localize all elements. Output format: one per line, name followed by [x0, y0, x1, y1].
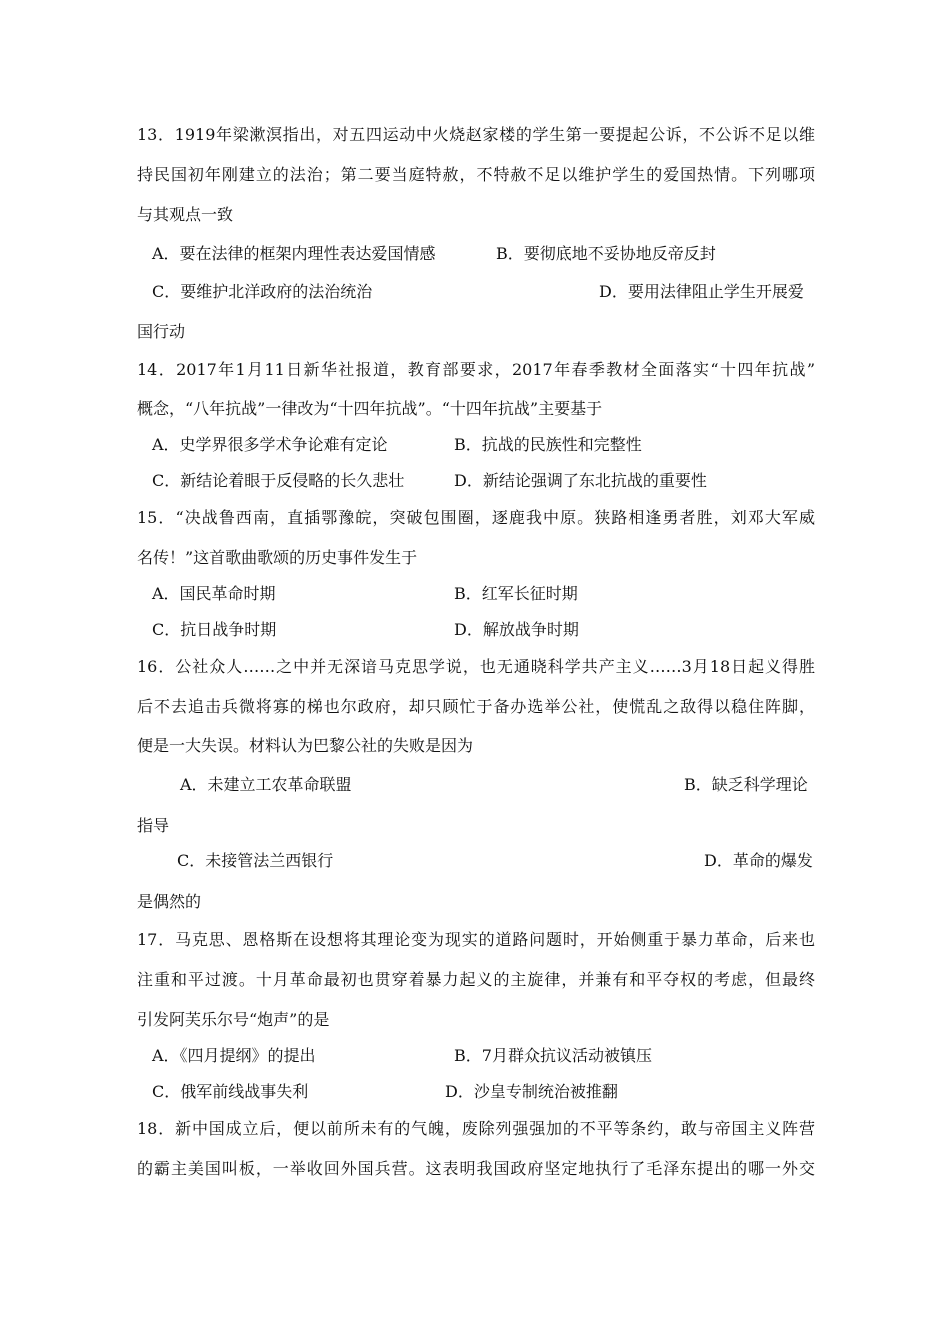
- q17-option-d: D．沙皇专制统治被推翻: [445, 1082, 618, 1101]
- q17-stem-line-1: 17．马克思、恩格斯在设想将其理论变为现实的道路问题时，开始侧重于暴力革命，后来也: [137, 930, 815, 949]
- q13-option-c: C．要维护北洋政府的法治统治: [152, 282, 373, 301]
- q17-option-b: B．7月群众抗议活动被镇压: [454, 1046, 652, 1065]
- q15-option-c: C．抗日战争时期: [152, 620, 277, 639]
- q17-stem-line-3: 引发阿芙乐尔号“炮声”的是: [137, 1010, 330, 1029]
- q13-option-d-continued: 国行动: [137, 322, 186, 341]
- q15-option-d: D．解放战争时期: [454, 620, 579, 639]
- q17-stem-line-2: 注重和平过渡。十月革命最初也贯穿着暴力起义的主旋律，并兼有和平夺权的考虑，但最终: [137, 970, 815, 989]
- q16-option-d-continued: 是偶然的: [137, 892, 202, 911]
- q13-stem-line-1: 13．1919年梁漱溟指出，对五四运动中火烧赵家楼的学生第一要提起公诉，不公诉不足以维: [137, 125, 815, 144]
- q14-option-a: A．史学界很多学术争论难有定论: [152, 435, 388, 454]
- q15-option-a: A．国民革命时期: [152, 584, 276, 603]
- q15-stem-line-1: 15．“决战鲁西南，直插鄂豫皖，突破包围圈，逐鹿我中原。狭路相逢勇者胜，刘邓大军威: [137, 508, 815, 527]
- q16-option-c: C．未接管法兰西银行: [177, 851, 334, 870]
- q14-option-b: B．抗战的民族性和完整性: [454, 435, 642, 454]
- q18-stem-line-1: 18．新中国成立后，便以前所未有的气魄，废除列强强加的不平等条约，敢与帝国主义阵营: [137, 1119, 815, 1138]
- q17-option-c: C．俄军前线战事失利: [152, 1082, 309, 1101]
- q13-option-d: D．要用法律阻止学生开展爱: [599, 282, 804, 301]
- q13-option-b: B．要彻底地不妥协地反帝反封: [496, 244, 716, 263]
- q14-stem-line-1: 14．2017年1月11日新华社报道，教育部要求，2017年春季教材全面落实“十四年抗战”: [137, 360, 815, 379]
- q16-option-b-continued: 指导: [137, 816, 170, 835]
- q15-option-b: B．红军长征时期: [454, 584, 578, 603]
- q14-stem-line-2: 概念，“八年抗战”一律改为“十四年抗战”。“十四年抗战”主要基于: [137, 399, 603, 418]
- q14-option-c: C．新结论着眼于反侵略的长久悲壮: [152, 471, 405, 490]
- q14-option-d: D．新结论强调了东北抗战的重要性: [454, 471, 707, 490]
- q13-stem-line-2: 持民国初年刚建立的法治；第二要当庭特赦，不特赦不足以维护学生的爱国热情。下列哪项: [137, 165, 815, 184]
- q16-stem-line-1: 16．公社众人……之中并无深谙马克思学说，也无通晓科学共产主义……3月18日起义得胜: [137, 657, 815, 676]
- q16-stem-line-3: 便是一大失误。材料认为巴黎公社的失败是因为: [137, 736, 474, 755]
- q13-stem-line-3: 与其观点一致: [137, 205, 234, 224]
- q16-option-d: D．革命的爆发: [704, 851, 813, 870]
- q18-stem-line-2: 的霸主美国叫板，一举收回外国兵营。这表明我国政府坚定地执行了毛泽东提出的哪一外交: [137, 1159, 815, 1178]
- q17-option-a: A．《四月提纲》的提出: [152, 1046, 316, 1065]
- q16-option-a: A．未建立工农革命联盟: [180, 775, 352, 794]
- q16-stem-line-2: 后不去追击兵微将寡的梯也尔政府，却只顾忙于备办选举公社，使慌乱之敌得以稳住阵脚，: [137, 697, 815, 716]
- q13-option-a: A．要在法律的框架内理性表达爱国情感: [152, 244, 436, 263]
- q16-option-b: B．缺乏科学理论: [684, 775, 808, 794]
- q15-stem-line-2: 名传！”这首歌曲歌颂的历史事件发生于: [137, 548, 418, 567]
